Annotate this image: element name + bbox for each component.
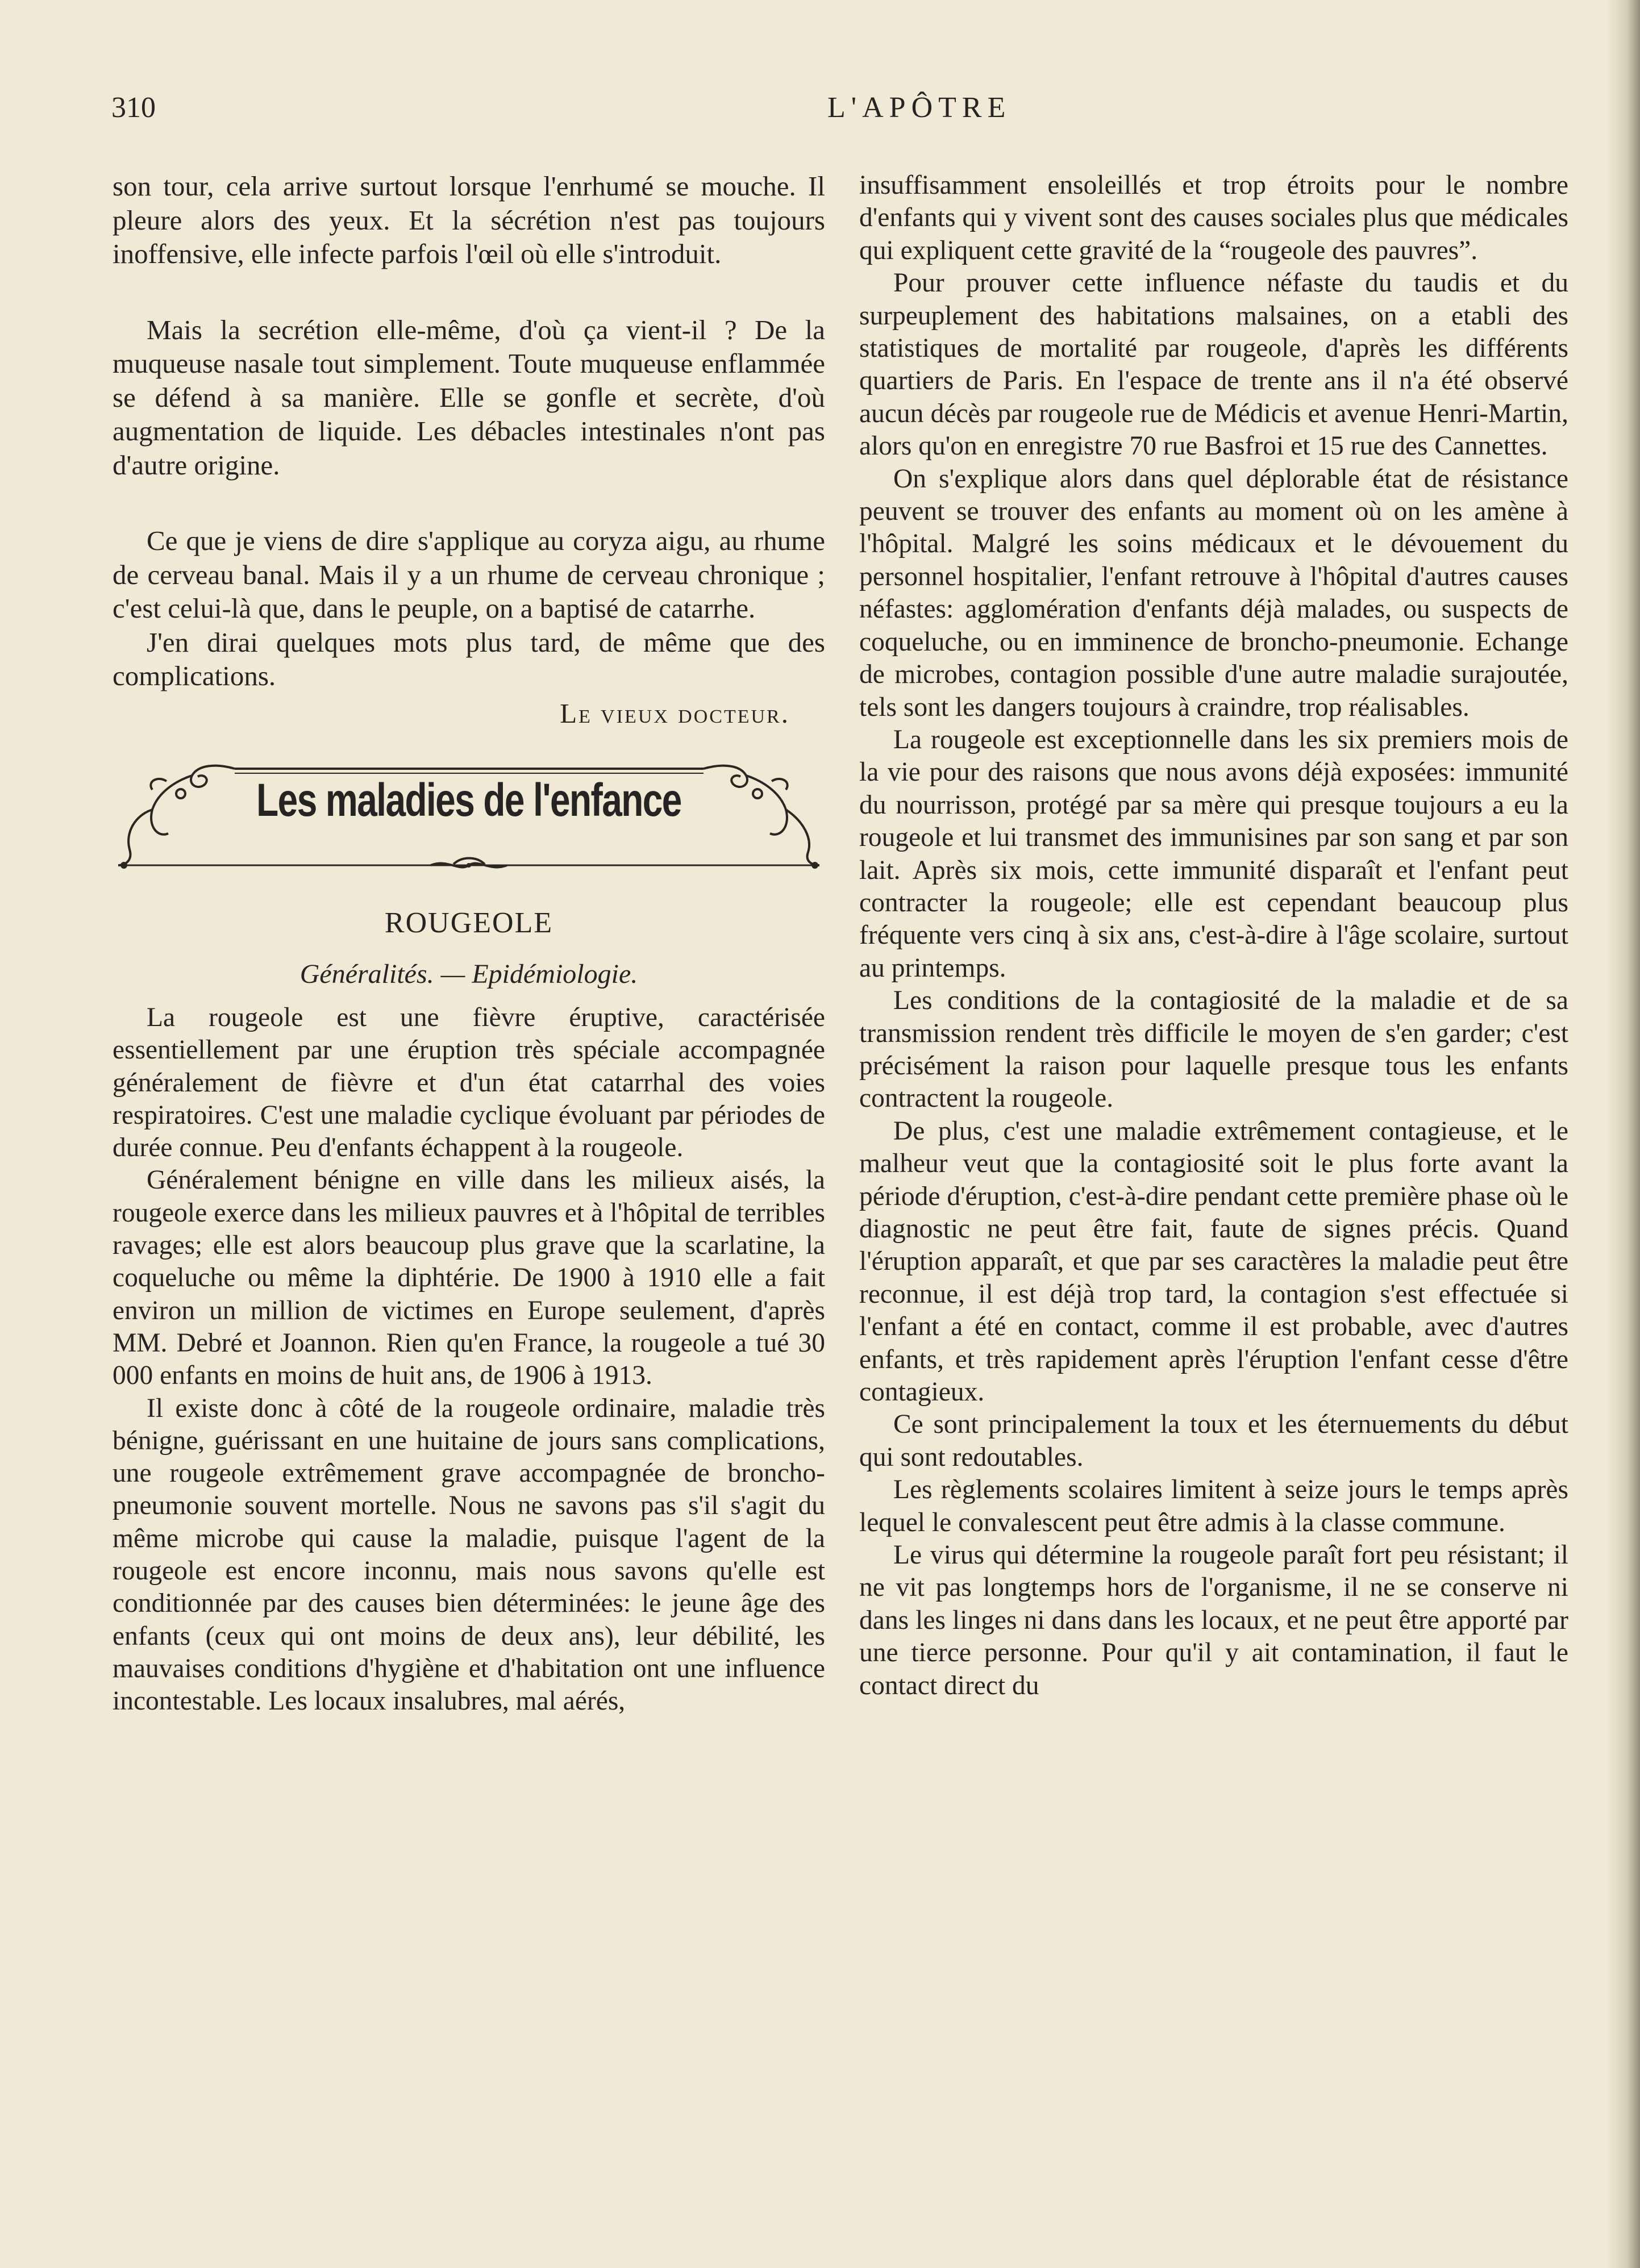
paragraph: son tour, cela arrive surtout lorsque l'enrhumé se mouche. Il pleure alors des yeux. Et la sécrétion n'est pas toujours inoffensive, elle infecte parfois l'œil où elle s'introduit. xyxy=(113,170,825,269)
article-body xyxy=(113,1002,825,1718)
paragraph: Ce sont principalement la toux et les éternuements du début qui sont redoutables. xyxy=(859,1410,1568,1472)
paragraph: Généralement bénigne en ville dans les milieux aisés, la rougeole exerce dans les milieux pauvres et à l'hôpital de terribles ravages; elle est alors beaucoup plus grave que la scarlatine, la coqueluche ou même la diphtérie. De 1900 à 1910 elle a fait environ un million de victimes en Europe seulement, d'après MM. Debré et Joannon. Rien qu'en France, la rougeole a tué 30 000 enfants en moins de huit ans, de 1906 à 1913. xyxy=(113,1165,825,1391)
paragraph: J'en dirai quelques mots plus tard, de même que des complications. xyxy=(113,626,825,691)
paragraph: On s'explique alors dans quel déplorable état de résistance peuvent se trouver des enfants au moment où on les amène à l'hôpital. Malgré les soins médicaux et le dévouement du personnel hospitalier, l'enfant retrouve à l'hôpital d'autres causes néfastes: agglomération d'enfants déjà malades, ou suspects de coqueluche, ou en imminence de broncho-pneumonie. Echange de microbes, contagion possible d'une autre maladie surajoutée, tels sont les dangers toujours à craindre, trop réalisables. xyxy=(859,464,1568,722)
paragraph: insuffisamment ensoleillés et trop étroits pour le nombre d'enfants qui y vivent sont des causes sociales plus que médicales qui expliquent cette gravité de la “rougeole des pauvres”. xyxy=(859,170,1568,265)
paragraph: Les conditions de la contagiosité de la maladie et de sa transmission rendent très difficile le moyen de s'en garder; c'est précisément la raison pour laquelle presque tous les enfants contractent la rougeole. xyxy=(859,986,1568,1114)
section-header-ornament xyxy=(113,758,825,883)
page-number: 310 xyxy=(111,91,156,124)
paragraph: Il existe donc à côté de la rougeole ordinaire, maladie très bénigne, guérissant en une huitaine de jours sans complications, une rougeole extrêmement grave accompagnée de broncho-pneumonie souvent mortelle. Nous ne savons pas s'il s'agit du même microbe qui cause la maladie, puisque l'agent de la rougeole est encore inconnu, mais nous savons qu'elle est conditionnée par des causes bien déterminées: le jeune âge des enfants (ceux qui ont moins de deux ans), leur débilité, les mauvaises conditions d'hygiène et d'habitation ont une influence incontestable. Les locaux insalubres, mal aérés, xyxy=(113,1393,825,1716)
paragraph: La rougeole est exceptionnelle dans les six premiers mois de la vie pour des raisons que nous avons déjà exposées: immunité du nourrisson, protégé par sa mère qui presque toujours a eu la rougeole et lui transmet des immunisines par son sang et par son lait. Après six mois, cette immunité disparaît et l'enfant peut contracter la rougeole; elle est cependant beaucoup plus fréquente vers cinq à six ans, c'est-à-dire à l'âge scolaire, surtout au printemps. xyxy=(859,724,1568,983)
right-column xyxy=(859,169,1568,1702)
paragraph: Ce que je viens de dire s'applique au coryza aigu, au rhume de cerveau banal. Mais il y a un rhume de cerveau chronique ; c'est celui-là que, dans le peuple, on a baptisé de catarrhe. xyxy=(113,525,825,624)
journal-title: L'APÔTRE xyxy=(827,91,1012,124)
article-subtitle: Généralités. — Epidémiologie. xyxy=(299,959,638,989)
paragraph: La rougeole est une fièvre éruptive, caractérisée essentiellement par une éruption très spéciale accompagnée généralement de fièvre et d'un état catarrhal des voies respiratoires. C'est une maladie cyclique évoluant par périodes de durée connue. Peu d'enfants échappent à la rougeole. xyxy=(113,1003,825,1163)
paragraph: Le virus qui détermine la rougeole paraît fort peu résistant; il ne vit pas longtemps hors de l'organisme, il ne se conserve ni dans les linges ni dans dans les locaux, et ne peut être apporté par une tierce personne. Pour qu'il y ait contamination, il faut le contact direct du xyxy=(859,1540,1568,1700)
running-head xyxy=(111,91,1566,136)
paragraph: De plus, c'est une maladie extrêmement contagieuse, et le malheur veut que la contagiosité soit le plus forte avant la période d'éruption, c'est-à-dire pendant cette première phase où le diagnostic ne peut être fait, faute de signes précis. Quand l'éruption apparaît, et que par ses caractères la maladie peut être reconnue, il est déjà trop tard, la contagion s'est effectuée si l'enfant a été en contact, comme il est probable, avec d'autres enfants, et très rapidement après l'éruption l'enfant cesse d'être contagieux. xyxy=(859,1116,1568,1407)
section-title: Les maladies de l'enfance xyxy=(256,774,681,826)
paragraph: Mais la secrétion elle-même, d'où ça vient-il ? De la muqueuse nasale tout simplement. Toute muqueuse enflammée se défend à sa manière. Elle se gonfle et secrète, d'où augmentation de liquide. Les débacles intestinales n'ont pas d'autre origine. xyxy=(113,314,825,481)
page-binding-shadow xyxy=(1607,0,1640,2268)
article-title: ROUGEOLE xyxy=(384,907,553,939)
left-column xyxy=(113,169,825,1718)
paragraph: Les règlements scolaires limitent à seize jours le temps après lequel le convalescent peut être admis à la classe commune. xyxy=(859,1475,1568,1537)
author-signature: Le vieux docteur. xyxy=(560,697,790,729)
paragraph: Pour prouver cette influence néfaste du taudis et du surpeuplement des habitations malsaines, on a etabli des statistiques de mortalité par rougeole, d'après les différents quartiers de Paris. En l'espace de trente ans il n'a été observé aucun décès par rougeole rue de Médicis et avenue Henri-Martin, alors qu'on en enregistre 70 rue Basfroi et 15 rue des Cannettes. xyxy=(859,268,1568,461)
